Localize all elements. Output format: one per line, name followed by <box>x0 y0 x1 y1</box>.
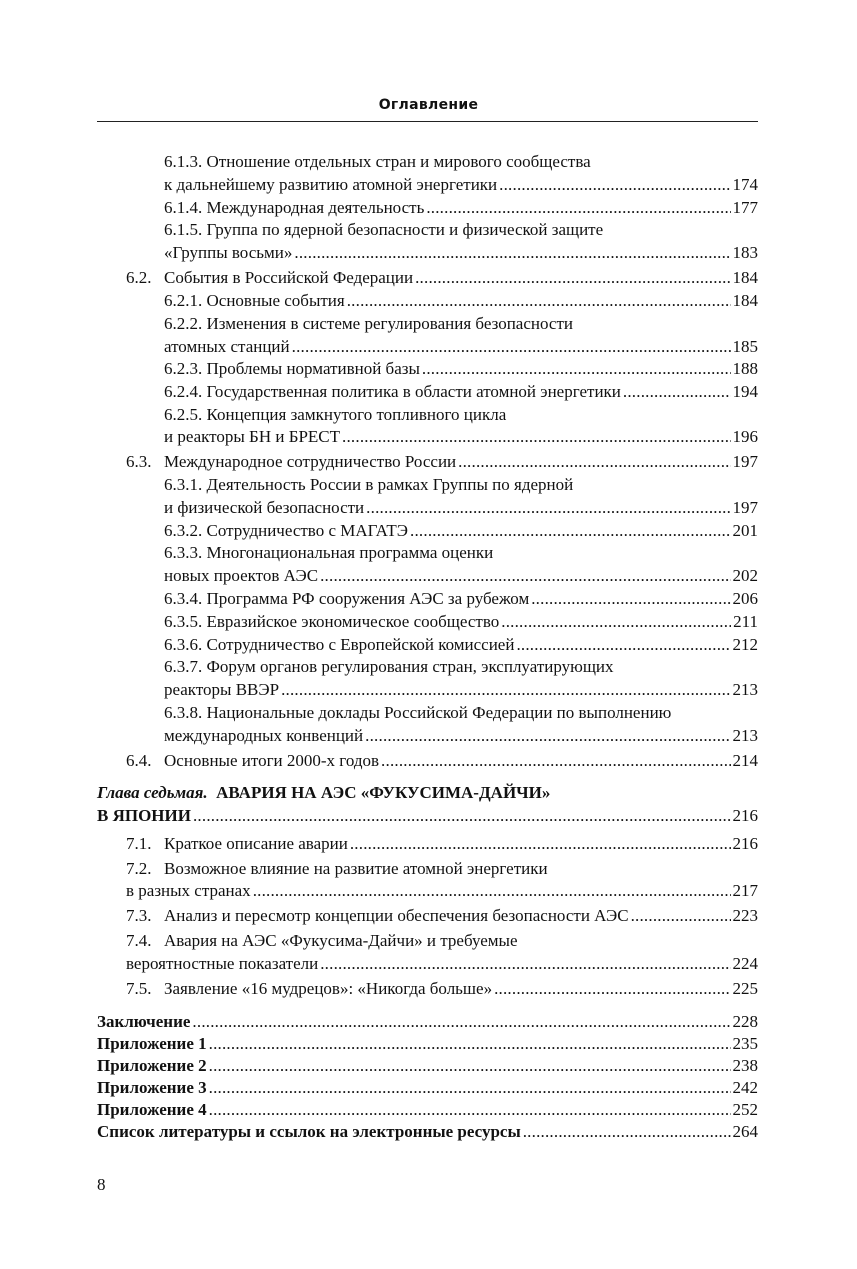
toc-page-number: 184 <box>732 268 758 287</box>
toc-entry-title: новых проектов АЭС <box>164 566 319 585</box>
toc-entry-6-3-6 <box>164 634 758 656</box>
toc-entry-6-1-3-line1: 6.1.3. Отношение отдельных стран и мирового сообщества <box>164 152 591 171</box>
toc-entry-title: международных конвенций <box>164 726 364 745</box>
toc-entry-title: 6.2.3. Проблемы нормативной базы <box>164 359 420 378</box>
leader-dots <box>531 588 730 610</box>
toc-entry-title: Список литературы и ссылок на электронные ресурсы <box>97 1122 521 1141</box>
leader-dots <box>494 978 730 1000</box>
toc-entry-title: 6.3.4. Программа РФ сооружения АЭС за рубежом <box>164 589 530 608</box>
toc-entry-6-1-3 <box>164 174 758 196</box>
chapter-7-heading-line1 <box>97 782 550 804</box>
toc-entry-6-3-3-line1: 6.3.3. Многонациональная программа оценки <box>164 543 494 562</box>
leader-dots <box>381 750 730 772</box>
toc-entry-title: атомных станций <box>164 337 290 356</box>
toc-entry-title: в разных странах <box>126 881 251 900</box>
toc-entry-title: 6.2.4. Государственная политика в области атомной энергетики <box>164 382 621 401</box>
toc-entry-title: 6.3.5. Евразийское экономическое сообщество <box>164 612 500 631</box>
toc-entry-title: Приложение 3 <box>97 1078 207 1097</box>
toc-entry-6-2-2 <box>164 336 758 358</box>
leader-dots <box>426 197 730 219</box>
leader-dots <box>320 565 730 587</box>
toc-entry-6-3-7-line1: 6.3.7. Форум органов регулирования стран, эксплуатирующих <box>164 657 614 676</box>
leader-dots <box>209 1077 731 1099</box>
leader-dots <box>516 634 730 656</box>
page-number: 8 <box>97 1175 106 1194</box>
toc-entry-6-3-8 <box>164 725 758 747</box>
leader-dots <box>499 174 730 196</box>
toc-entry-title: 6.3.6. Сотрудничество с Европейской комиссией <box>164 635 515 654</box>
toc-page-number: 188 <box>732 359 758 378</box>
toc-entry-chapter-7 <box>97 805 758 827</box>
leader-dots <box>410 520 730 542</box>
toc-page-number: 235 <box>732 1034 758 1053</box>
toc-page-number: 206 <box>732 589 758 608</box>
toc-entry-title: Приложение 4 <box>97 1100 207 1119</box>
toc-entry-6-3-4 <box>164 588 758 610</box>
toc-page-number: 197 <box>732 498 758 517</box>
toc-entry-6-2-5-line1: 6.2.5. Концепция замкнутого топливного цикла <box>164 405 507 424</box>
toc-entry-6-1-5-line1: 6.1.5. Группа по ядерной безопасности и физической защите <box>164 220 604 239</box>
toc-page-number: 183 <box>732 243 758 262</box>
toc-page-number: 214 <box>732 751 758 770</box>
leader-dots <box>458 451 730 473</box>
leader-dots <box>523 1121 731 1143</box>
toc-page-number: 201 <box>732 521 758 540</box>
toc-entry-6-4 <box>164 750 758 772</box>
toc-entry-appendix-3 <box>97 1077 758 1099</box>
toc-entry-title: Приложение 1 <box>97 1034 207 1053</box>
toc-number-6-3: 6.3. <box>126 452 152 471</box>
toc-entry-6-2-5 <box>164 426 758 448</box>
toc-entry-6-3-2 <box>164 520 758 542</box>
chapter-title: АВАРИЯ НА АЭС «ФУКУСИМА-ДАЙЧИ» <box>216 783 551 802</box>
leader-dots <box>623 381 731 403</box>
leader-dots <box>292 336 731 358</box>
leader-dots <box>631 905 731 927</box>
toc-entry-7-2-line1: Возможное влияние на развитие атомной энергетики <box>164 859 548 878</box>
toc-entry-title: Приложение 2 <box>97 1056 207 1075</box>
toc-entry-7-1 <box>164 833 758 855</box>
toc-number-7-5: 7.5. <box>126 979 152 998</box>
toc-entry-title: В ЯПОНИИ <box>97 806 191 825</box>
toc-page-number: 216 <box>732 806 758 825</box>
toc-page-number: 216 <box>732 834 758 853</box>
toc-entry-6-2-2-line1: 6.2.2. Изменения в системе регулирования безопасности <box>164 314 573 333</box>
toc-entry-conclusion <box>97 1011 758 1033</box>
running-header: Оглавление <box>378 97 479 113</box>
toc-entry-appendix-4 <box>97 1099 758 1121</box>
toc-page-number: 177 <box>732 198 758 217</box>
toc-page-number: 252 <box>732 1100 758 1119</box>
toc-entry-title: реакторы ВВЭР <box>164 680 280 699</box>
leader-dots <box>320 953 730 975</box>
toc-entry-7-4-line1: Авария на АЭС «Фукусима-Дайчи» и требуемые <box>164 931 518 950</box>
toc-entry-7-2 <box>126 880 758 902</box>
leader-dots <box>281 679 730 701</box>
toc-entry-title: и физической безопасности <box>164 498 365 517</box>
toc-entry-title: Заявление «16 мудрецов»: «Никогда больше» <box>164 979 493 998</box>
toc-page-number: 242 <box>732 1078 758 1097</box>
toc-entry-7-3 <box>164 905 758 927</box>
toc-entry-6-2-3 <box>164 358 758 380</box>
toc-number-6-2: 6.2. <box>126 268 152 287</box>
chapter-label: Глава седьмая. <box>97 783 208 802</box>
leader-dots <box>366 497 730 519</box>
leader-dots <box>209 1033 731 1055</box>
toc-entry-6-3-3 <box>164 565 758 587</box>
leader-dots <box>294 242 730 264</box>
toc-entry-title: События в Российской Федерации <box>164 268 414 287</box>
toc-number-6-4: 6.4. <box>126 751 152 770</box>
toc-entry-title: и реакторы БН и БРЕСТ <box>164 427 341 446</box>
leader-dots <box>501 611 731 633</box>
leader-dots <box>192 1011 730 1033</box>
toc-entry-6-2-4 <box>164 381 758 403</box>
toc-page-number: 185 <box>732 337 758 356</box>
toc-entry-title: Международное сотрудничество России <box>164 452 457 471</box>
leader-dots <box>422 358 731 380</box>
toc-entry-6-1-4 <box>164 197 758 219</box>
toc-page-number: 213 <box>732 680 758 699</box>
toc-page-number: 238 <box>732 1056 758 1075</box>
toc-entry-title: к дальнейшему развитию атомной энергетики <box>164 175 498 194</box>
toc-entry-title: 6.2.1. Основные события <box>164 291 345 310</box>
toc-entry-6-3-7 <box>164 679 758 701</box>
leader-dots <box>209 1099 731 1121</box>
leader-dots <box>350 833 731 855</box>
toc-entry-7-5 <box>164 978 758 1000</box>
toc-entry-appendix-1 <box>97 1033 758 1055</box>
leader-dots <box>342 426 730 448</box>
toc-entry-6-2 <box>164 267 758 289</box>
toc-entry-6-3-1-line1: 6.3.1. Деятельность России в рамках Группы по ядерной <box>164 475 574 494</box>
toc-page-number: 224 <box>732 954 758 973</box>
toc-number-7-3: 7.3. <box>126 906 152 925</box>
toc-page-number: 264 <box>732 1122 758 1141</box>
toc-page-number: 213 <box>732 726 758 745</box>
leader-dots <box>365 725 730 747</box>
toc-page-number: 197 <box>732 452 758 471</box>
leader-dots <box>347 290 731 312</box>
toc-entry-title: Краткое описание аварии <box>164 834 348 853</box>
toc-page-number: 212 <box>732 635 758 654</box>
toc-entry-6-1-5 <box>164 242 758 264</box>
toc-page-number: 217 <box>732 881 758 900</box>
toc-page-number: 194 <box>732 382 758 401</box>
toc-page-number: 184 <box>732 291 758 310</box>
toc-page-number: 223 <box>732 906 758 925</box>
leader-dots <box>253 880 731 902</box>
toc-entry-title: 6.1.4. Международная деятельность <box>164 198 425 217</box>
toc-entry-appendix-2 <box>97 1055 758 1077</box>
toc-entry-title: вероятностные показатели <box>126 954 319 973</box>
toc-entry-title: «Группы восьми» <box>164 243 293 262</box>
toc-entry-6-2-1 <box>164 290 758 312</box>
toc-number-7-2: 7.2. <box>126 859 152 878</box>
toc-number-7-1: 7.1. <box>126 834 152 853</box>
toc-entry-7-4 <box>126 953 758 975</box>
toc-number-7-4: 7.4. <box>126 931 152 950</box>
toc-entry-title: Основные итоги 2000-х годов <box>164 751 380 770</box>
leader-dots <box>209 1055 731 1077</box>
toc-entry-title: 6.3.2. Сотрудничество с МАГАТЭ <box>164 521 409 540</box>
header-rule <box>97 121 758 122</box>
toc-entry-title: Анализ и пересмотр концепции обеспечения безопасности АЭС <box>164 906 629 925</box>
toc-page-number: 174 <box>732 175 758 194</box>
leader-dots <box>415 267 730 289</box>
toc-entry-6-3-8-line1: 6.3.8. Национальные доклады Российской Федерации по выполнению <box>164 703 672 722</box>
toc-page-number: 202 <box>732 566 758 585</box>
toc-entry-6-3-1 <box>164 497 758 519</box>
toc-page-number: 211 <box>733 612 758 631</box>
toc-entry-6-3-5 <box>164 611 758 633</box>
toc-page-number: 228 <box>732 1012 758 1031</box>
toc-entry-references <box>97 1121 758 1143</box>
toc-entry-title: Заключение <box>97 1012 191 1031</box>
leader-dots <box>193 805 731 827</box>
toc-entry-6-3 <box>164 451 758 473</box>
toc-page-number: 225 <box>732 979 758 998</box>
toc-page-number: 196 <box>732 427 758 446</box>
